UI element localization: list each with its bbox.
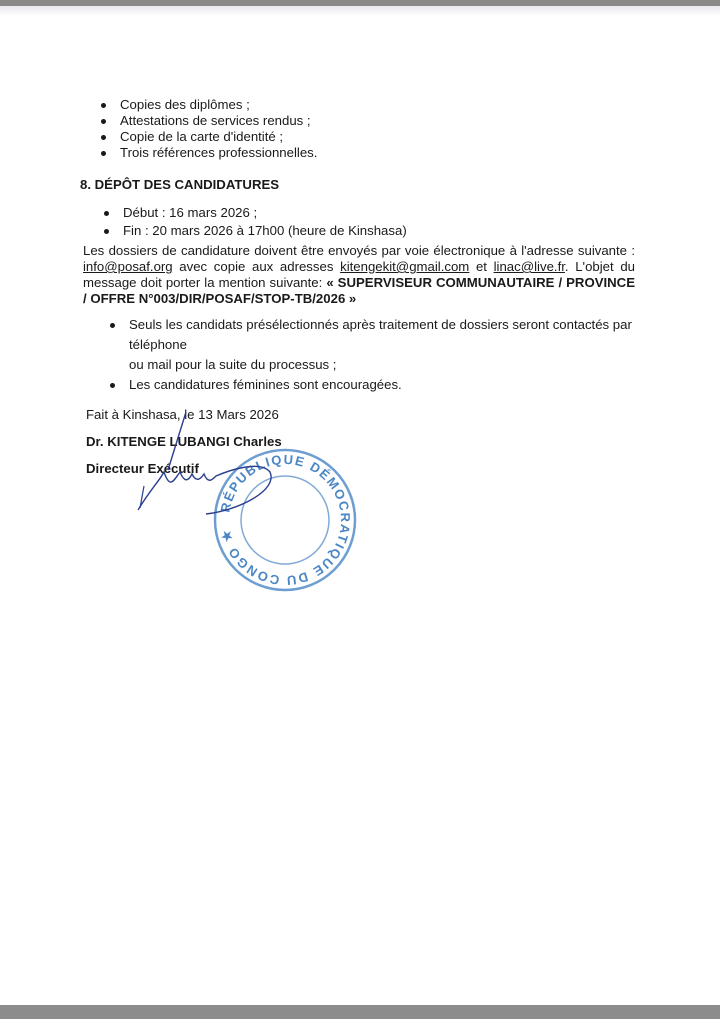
list-item: Trois références professionnelles.	[80, 145, 635, 161]
handwritten-signature	[130, 410, 290, 530]
start-date: Début : 16 mars 2026 ;	[80, 205, 635, 221]
list-item: Copie de la carte d'identité ;	[80, 129, 635, 145]
text: et	[469, 259, 494, 274]
email-link[interactable]: linac@live.fr	[493, 259, 565, 274]
list-item: Attestations de services rendus ;	[80, 113, 635, 129]
text: avec copie aux adresses	[172, 259, 341, 274]
scan-top-shadow	[0, 6, 720, 16]
note: Les candidatures féminines sont encouragées.	[80, 375, 635, 395]
note-text: Seuls les candidats présélectionnés après traitement de dossiers seront contactés par téléphone	[129, 317, 632, 352]
place-date: Fait à Kinshasa, le 13 Mars 2026	[86, 407, 279, 422]
email-link[interactable]: kitengekit@gmail.com	[340, 259, 470, 274]
subject-reference: N°003/DIR/POSAF/STOP-TB/2026 »	[138, 291, 357, 306]
note	[80, 315, 635, 375]
text: porter la mention suivante:	[165, 275, 323, 290]
scan-bottom-edge	[0, 1005, 720, 1019]
text: . L'objet du message doit	[83, 259, 636, 290]
signatory-name: Dr. KITENGE LUBANGI Charles	[86, 434, 282, 449]
notes-list	[80, 315, 635, 395]
documents-list	[80, 97, 635, 161]
subject-text: « SUPERVISEUR COMMUNAUTAIRE / PROVINCE / OFFRE	[83, 275, 636, 306]
signature-block	[80, 407, 635, 589]
svg-text:RÉPUBLIQUE DÉMOCRATIQUE DU CON: RÉPUBLIQUE DÉMOCRATIQUE DU CONGO ★	[217, 451, 354, 589]
note-text: ou mail pour la suite du processus ;	[129, 357, 337, 372]
section-heading: 8. DÉPÔT DES CANDIDATURES	[80, 177, 280, 192]
text: Les dossiers de candidature doivent être envoyés par voie électronique à l'adresse suivante :	[83, 243, 635, 258]
submission-paragraph	[80, 243, 635, 307]
end-date: Fin : 20 mars 2026 à 17h00 (heure de Kinshasa)	[80, 223, 635, 239]
list-item: Copies des diplômes ;	[80, 97, 635, 113]
email-link[interactable]: info@posaf.org	[83, 259, 173, 274]
signatory-role: Directeur Exécutif	[86, 461, 199, 476]
document-body	[80, 97, 636, 589]
